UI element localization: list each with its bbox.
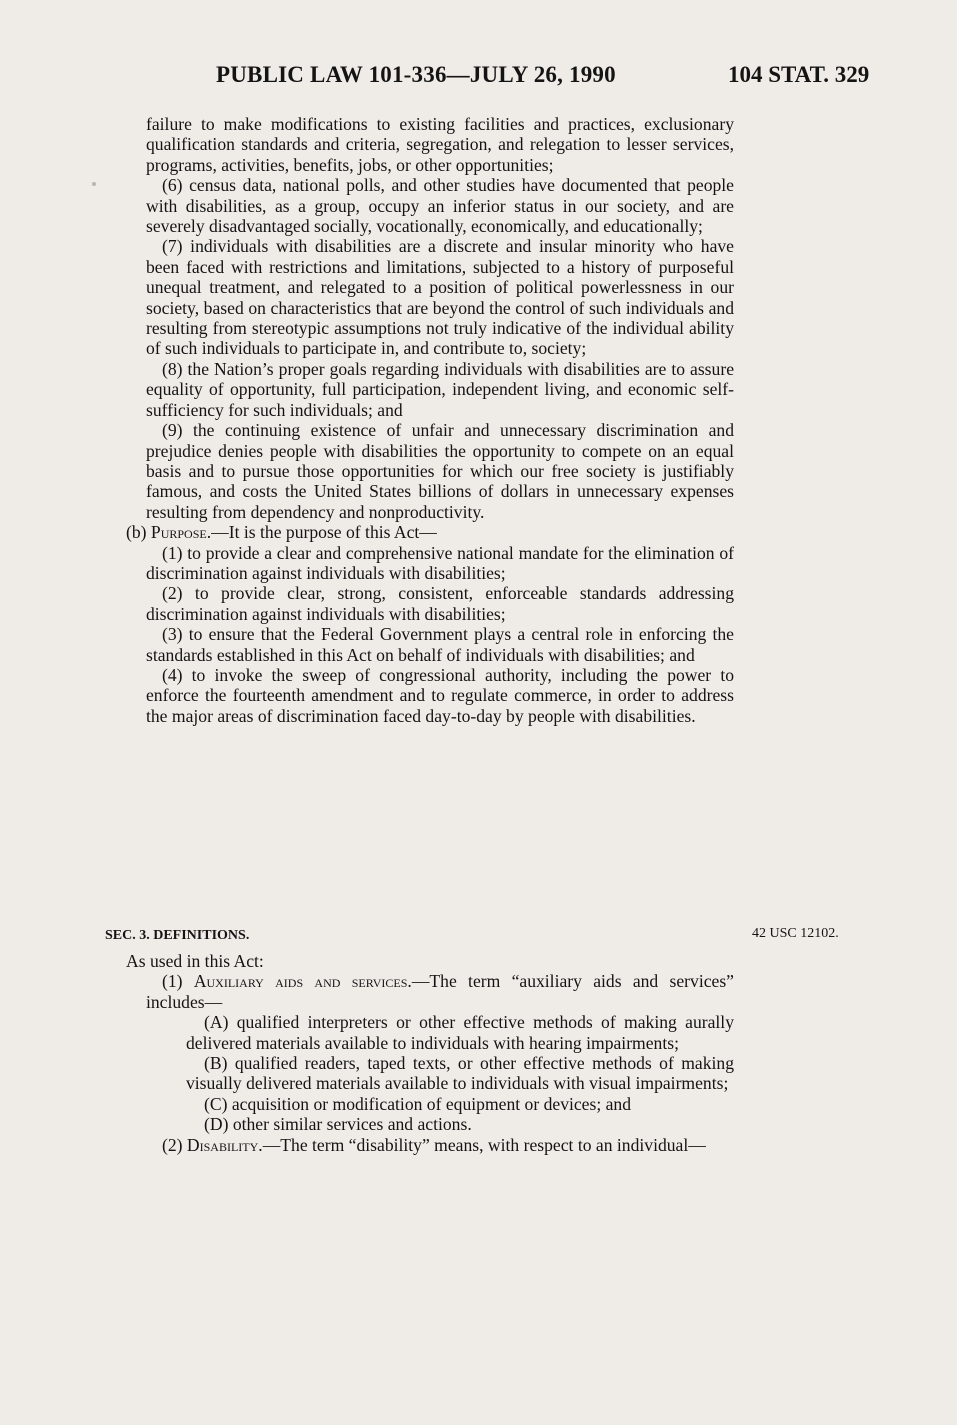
purpose-label: Purpose — [150, 522, 207, 543]
definition-2-prefix: (2) — [162, 1134, 187, 1155]
definitions-lead: As used in this Act: — [126, 951, 264, 971]
purpose-item-4: (4) to invoke the sweep of congressional authority, including the power to enforce the fourteenth amendment and to regulate commerce, in order to address the major areas of discrimination faced day-to-day by people with disabilities. — [146, 664, 734, 726]
definition-1-text: .—The term “auxiliary aids and services” includes— — [146, 971, 734, 1012]
purpose-prefix: (b) — [126, 522, 151, 543]
scan-speck — [92, 182, 96, 186]
definition-2-term: Disability — [186, 1134, 259, 1155]
definition-1-sub-b: (B) qualified readers, taped texts, or other effective methods of making visually delivered materials available to individuals with visual impairments; — [186, 1053, 734, 1094]
definition-2-text: .—The term “disability” means, with respect to an individual— — [258, 1134, 706, 1155]
definition-2 — [146, 1135, 734, 1155]
purpose-item-2: (2) to provide clear, strong, consistent, enforceable standards addressing discrimination against individuals with disabilities; — [146, 583, 734, 624]
findings-and-purpose-text — [126, 114, 734, 726]
purpose-item-1: (1) to provide a clear and comprehensive national mandate for the elimination of discrimination against individuals with disabilities; — [146, 542, 734, 583]
finding-item-7: (7) individuals with disabilities are a discrete and insular minority who have been faced with restrictions and limitations, subjected to a history of purposeful unequal treatment, and relegated to a position of political powerlessness in our society, based on characteristics that are beyond the control of such individuals and resulting from stereotypic assumptions not truly indicative of the individual ability of such individuals to participate in, and contribute to, society; — [146, 236, 734, 359]
purpose-intro: .—It is the purpose of this Act— — [206, 522, 437, 543]
margin-citation: 42 USC 12102. — [752, 926, 839, 941]
definition-1-prefix: (1) — [162, 971, 194, 992]
running-head-page-ref: 104 STAT. 329 — [728, 62, 870, 87]
finding-item-9: (9) the continuing existence of unfair and unnecessary discrimination and prejudice denies people with disabilities the opportunity to compete on an equal basis and to pursue those opportunities for which our free society is justifiably famous, and costs the United States billions of dollars in unnecessary expenses resulting from dependency and nonproductivity. — [146, 420, 734, 522]
definition-1-term: Auxiliary aids and services — [193, 971, 408, 992]
definition-1-sub-a: (A) qualified interpreters or other effective methods of making aurally delivered materials available to individuals with hearing impairments; — [186, 1012, 734, 1053]
purpose-heading — [126, 522, 734, 542]
finding-continuation: failure to make modifications to existing facilities and practices, exclusionary qualification standards and criteria, segregation, and relegation to lesser services, programs, activities, benefits, jobs, or other opportunities; — [146, 114, 734, 175]
finding-item-8: (8) the Nation’s proper goals regarding individuals with disabilities are to assure equality of opportunity, full participation, independent living, and economic self-sufficiency for such individuals; and — [146, 358, 734, 420]
definitions-text — [126, 951, 734, 1155]
definition-1 — [146, 971, 734, 1012]
definition-1-sub-c: (C) acquisition or modification of equipment or devices; and — [204, 1093, 632, 1114]
finding-item-6: (6) census data, national polls, and other studies have documented that people with disabilities, as a group, occupy an inferior status in our society, and are severely disadvantaged socially, vocationally, economically, and educationally; — [146, 175, 734, 237]
definition-1-sub-d: (D) other similar services and actions. — [204, 1114, 472, 1135]
running-head-title: PUBLIC LAW 101-336—JULY 26, 1990 — [216, 62, 616, 87]
purpose-item-3: (3) to ensure that the Federal Government plays a central role in enforcing the standards established in this Act on behalf of individuals with disabilities; and — [146, 624, 734, 665]
section-heading: SEC. 3. DEFINITIONS. — [105, 928, 250, 943]
